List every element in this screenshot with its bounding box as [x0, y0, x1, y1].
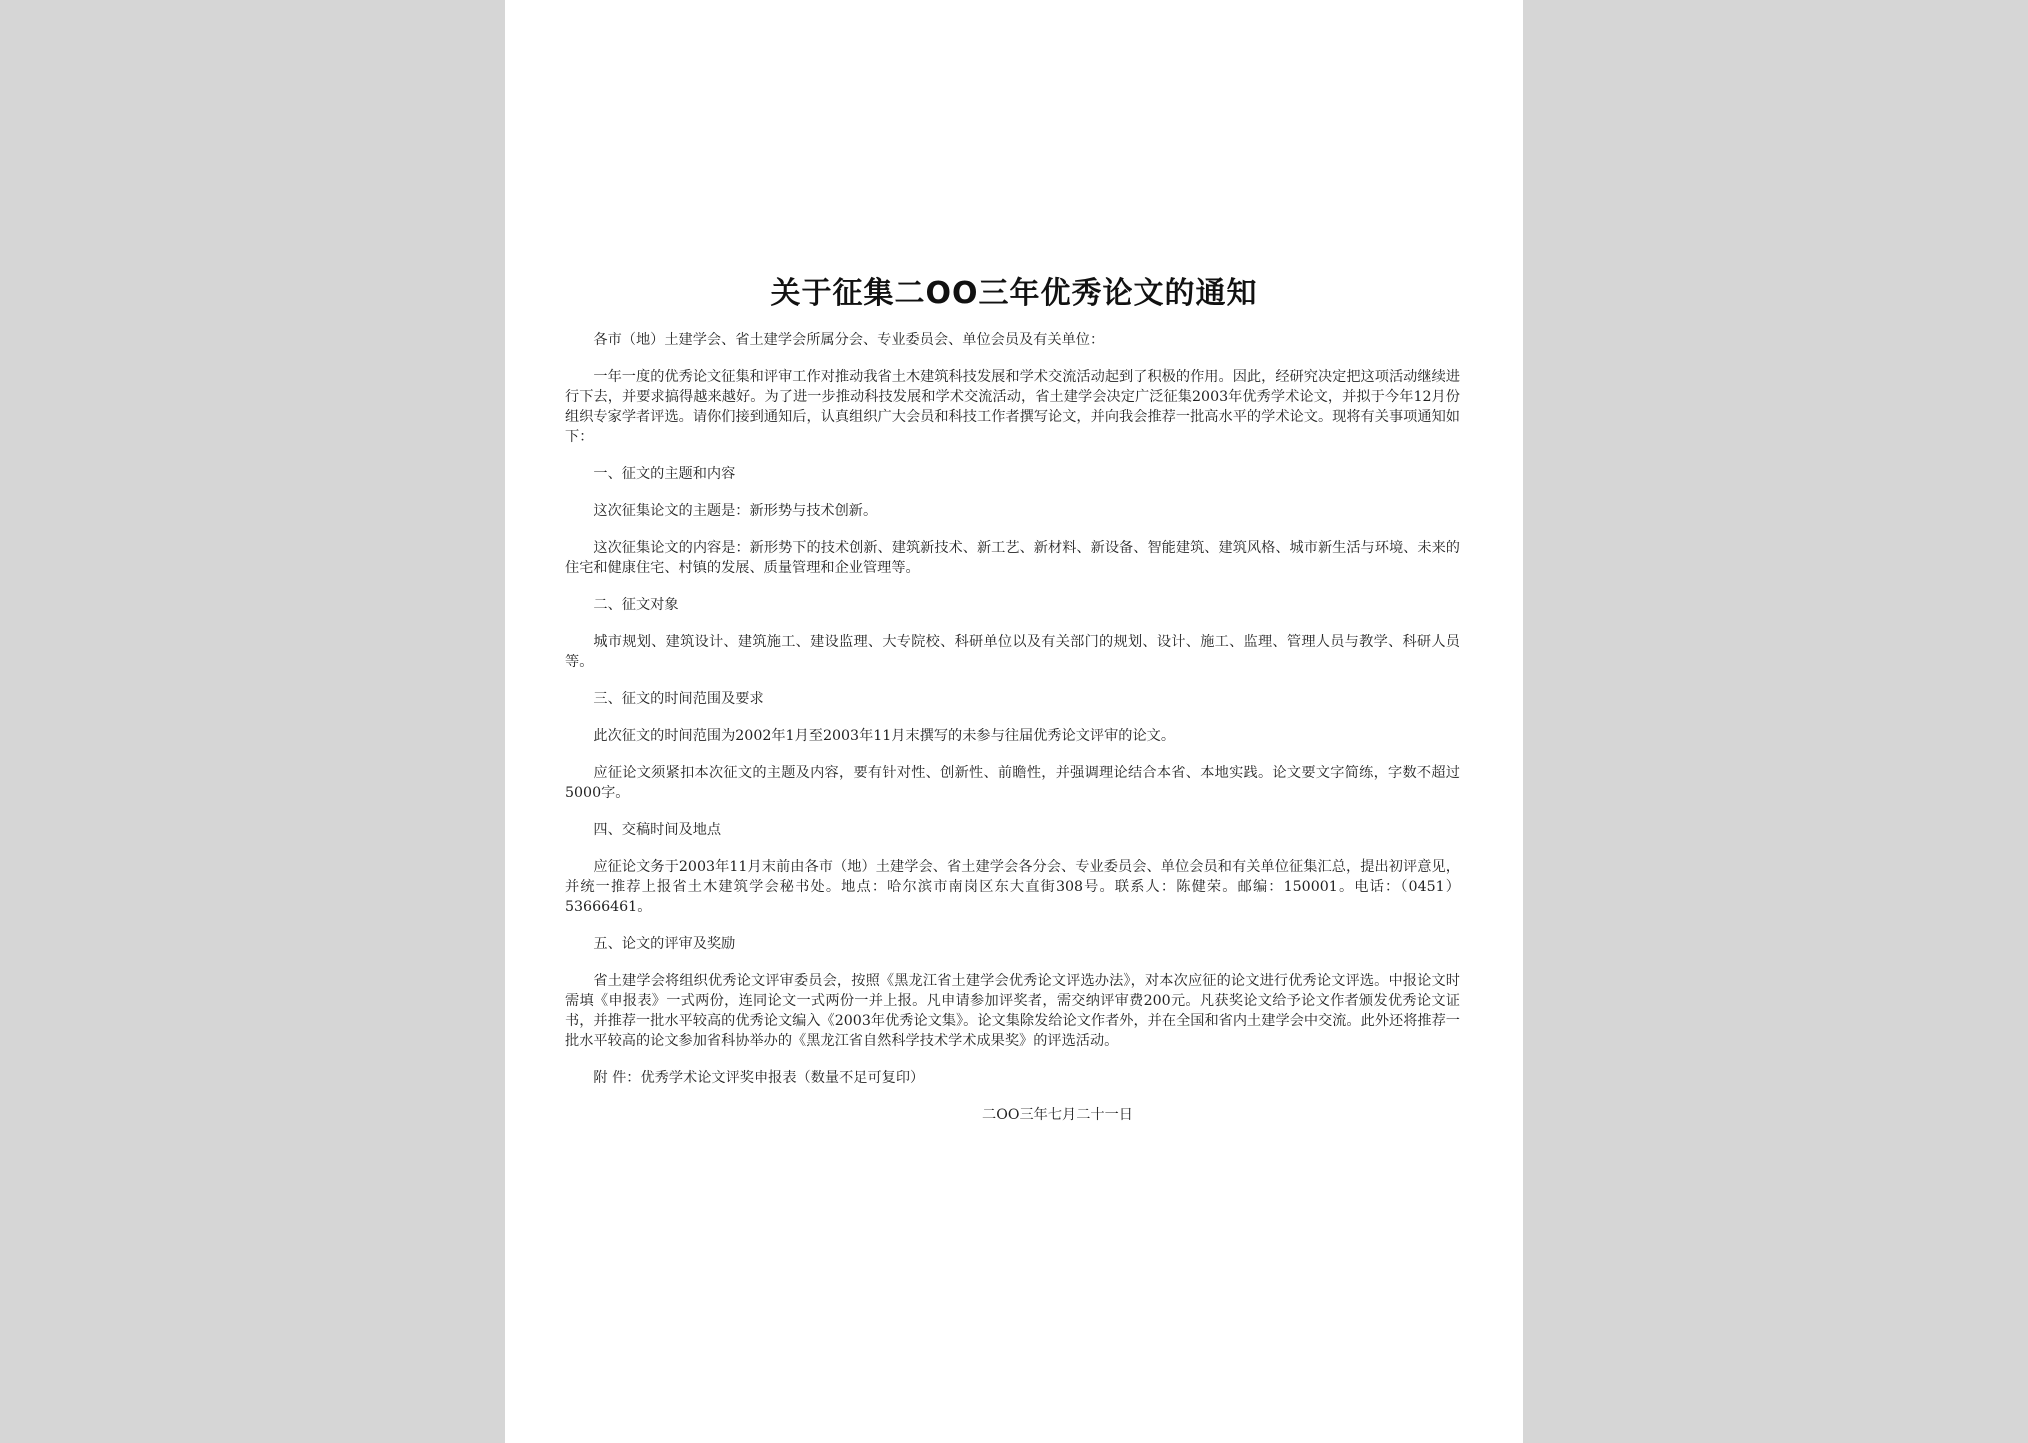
time-range-paragraph: 此次征文的时间范围为2002年1月至2003年11月末撰写的未参与往届优秀论文评审的论文。: [593, 728, 1176, 744]
document-page: [505, 0, 1523, 1443]
audience-paragraph: 城市规划、建筑设计、建筑施工、建设监理、大专院校、科研单位以及有关部门的规划、设计、施工、监理、管理人员与教学、科研人员等。: [565, 634, 1460, 670]
document-date: 二OO三年七月二十一日: [982, 1107, 1133, 1123]
requirements-paragraph: 应征论文须紧扣本次征文的主题及内容，要有针对性、创新性、前瞻性，并强调理论结合本省、本地实践。论文要文字简练，字数不超过5000字。: [565, 765, 1460, 801]
document-body: [565, 330, 1460, 1125]
content-paragraph: 这次征集论文的内容是：新形势下的技术创新、建筑新技术、新工艺、新材料、新设备、智能建筑、建筑风格、城市新生活与环境、未来的住宅和健康住宅、村镇的发展、质量管理和企业管理等。: [565, 540, 1460, 576]
document-title: 关于征集二OO三年优秀论文的通知: [770, 276, 1258, 311]
topic-paragraph: 这次征集论文的主题是：新形势与技术创新。: [593, 503, 878, 519]
intro-paragraph: 一年一度的优秀论文征集和评审工作对推动我省土木建筑科技发展和学术交流活动起到了积极的作用。因此，经研究决定把这项活动继续进行下去，并要求搞得越来越好。为了进一步推动科技发展和学术交流活动，省土建学会决定广泛征集2003年优秀学术论文，并拟于今年12月份组织专家学者评选。请你们接到通知后，认真组织广大会员和科技工作者撰写论文，并向我会推荐一批高水平的学术论文。现将有关事项通知如下：: [565, 369, 1460, 445]
section-heading-submission: 四、交稿时间及地点: [593, 822, 722, 838]
section-heading-topic: 一、征文的主题和内容: [593, 466, 736, 482]
section-heading-audience: 二、征文对象: [593, 597, 679, 613]
section-heading-time-range: 三、征文的时间范围及要求: [593, 691, 764, 707]
review-paragraph: 省土建学会将组织优秀论文评审委员会，按照《黑龙江省土建学会优秀论文评选办法》，对本次应征的论文进行优秀论文评选。中报论文时需填《申报表》一式两份，连同论文一式两份一并上报。凡申请参加评奖者，需交纳评审费200元。凡获奖论文给予论文作者颁发优秀论文证书，并推荐一批水平较高的优秀论文编入《2003年优秀论文集》。论文集除发给论文作者外，并在全国和省内土建学会中交流。此外还将推荐一批水平较高的论文参加省科协举办的《黑龙江省自然科学技术学术成果奖》的评选活动。: [565, 973, 1460, 1049]
salutation: 各市（地）土建学会、省土建学会所属分会、专业委员会、单位会员及有关单位：: [593, 332, 1105, 348]
submission-paragraph: 应征论文务于2003年11月末前由各市（地）土建学会、省土建学会各分会、专业委员会、单位会员和有关单位征集汇总，提出初评意见，并统一推荐上报省土木建筑学会秘书处。地点：哈尔滨市南岗区东大直街308号。联系人：陈健荣。邮编：150001。电话：（0451）53666461。: [565, 859, 1460, 915]
section-heading-review: 五、论文的评审及奖励: [593, 936, 736, 952]
attachment-line: 附 件：优秀学术论文评奖申报表（数量不足可复印）: [593, 1070, 925, 1086]
